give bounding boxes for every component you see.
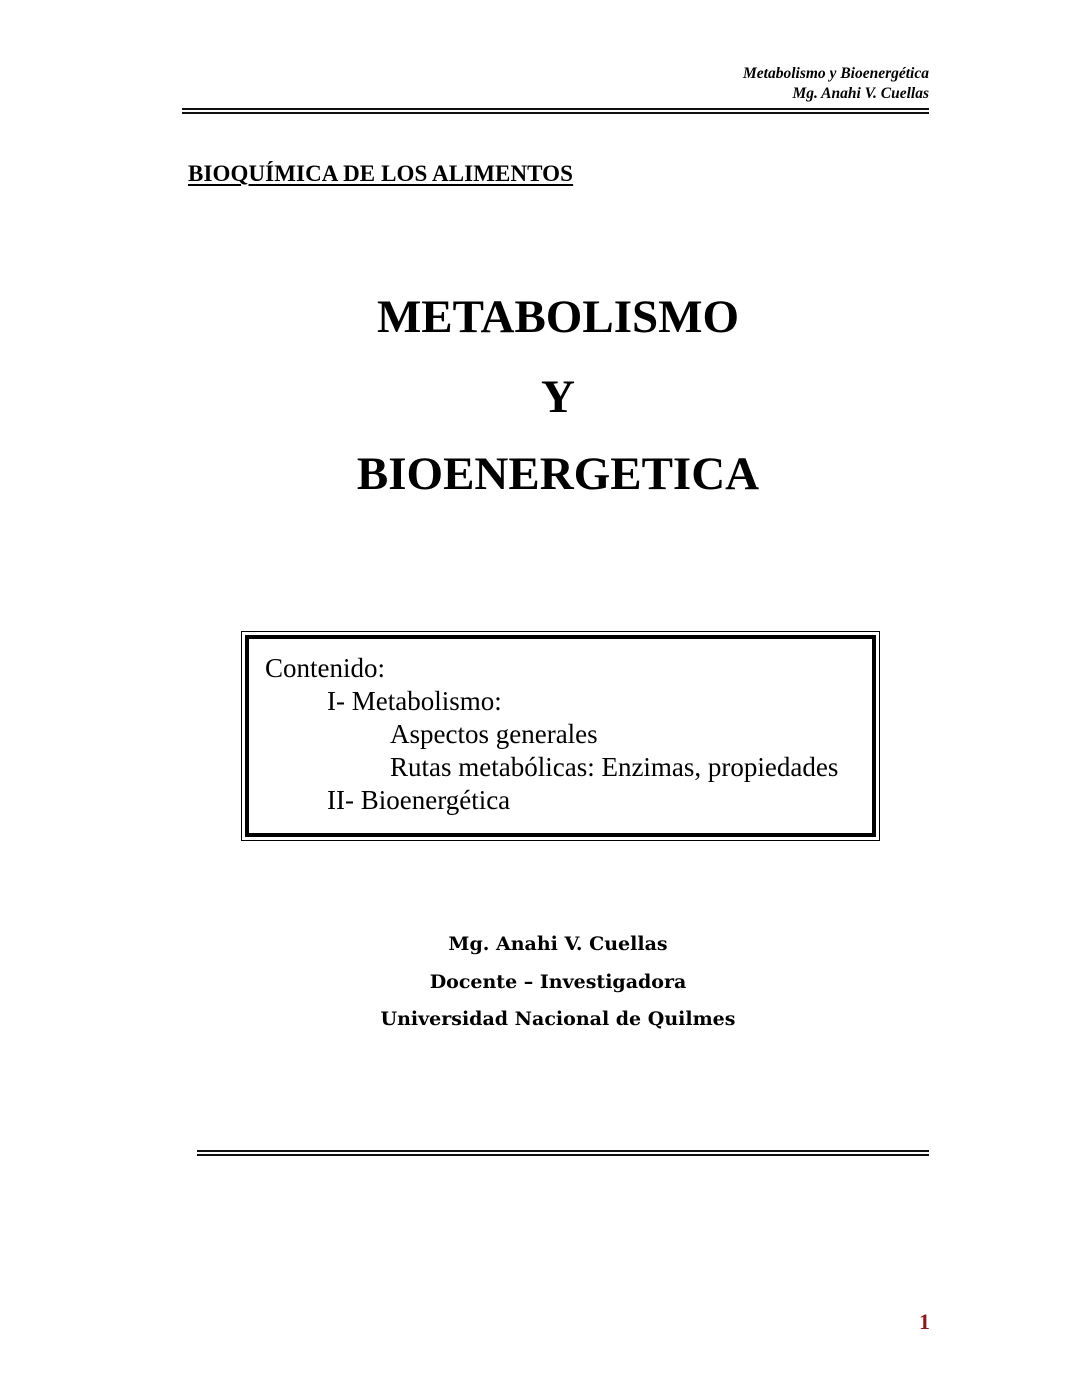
course-label: BIOQUÍMICA DE LOS ALIMENTOS xyxy=(188,161,574,186)
contents-item: Aspectos generales xyxy=(390,719,598,749)
title-line-2: Y xyxy=(541,371,575,423)
footer-double-rule xyxy=(197,1150,929,1156)
header-double-rule xyxy=(182,108,929,114)
contents-heading: Contenido: xyxy=(265,653,385,683)
contents-item: II- Bioenergética xyxy=(327,785,511,815)
running-header xyxy=(743,64,929,104)
author-name: Mg. Anahi V. Cuellas xyxy=(448,933,668,955)
author-block xyxy=(0,926,1080,1039)
running-header-title: Metabolismo y Bioenergética xyxy=(743,65,929,82)
contents-box xyxy=(241,631,880,841)
contents-inner-frame xyxy=(245,635,876,837)
contents-item: Rutas metabólicas: Enzimas, propiedades xyxy=(390,752,839,782)
author-institution: Universidad Nacional de Quilmes xyxy=(380,1008,736,1030)
author-role: Docente – Investigadora xyxy=(429,970,687,993)
running-header-author: Mg. Anahi V. Cuellas xyxy=(792,85,929,102)
title-line-1: METABOLISMO xyxy=(376,291,740,343)
page-number: 1 xyxy=(919,1309,930,1334)
title-line-3: BIOENERGETICA xyxy=(356,448,760,500)
contents-item: I- Metabolismo: xyxy=(327,686,502,716)
